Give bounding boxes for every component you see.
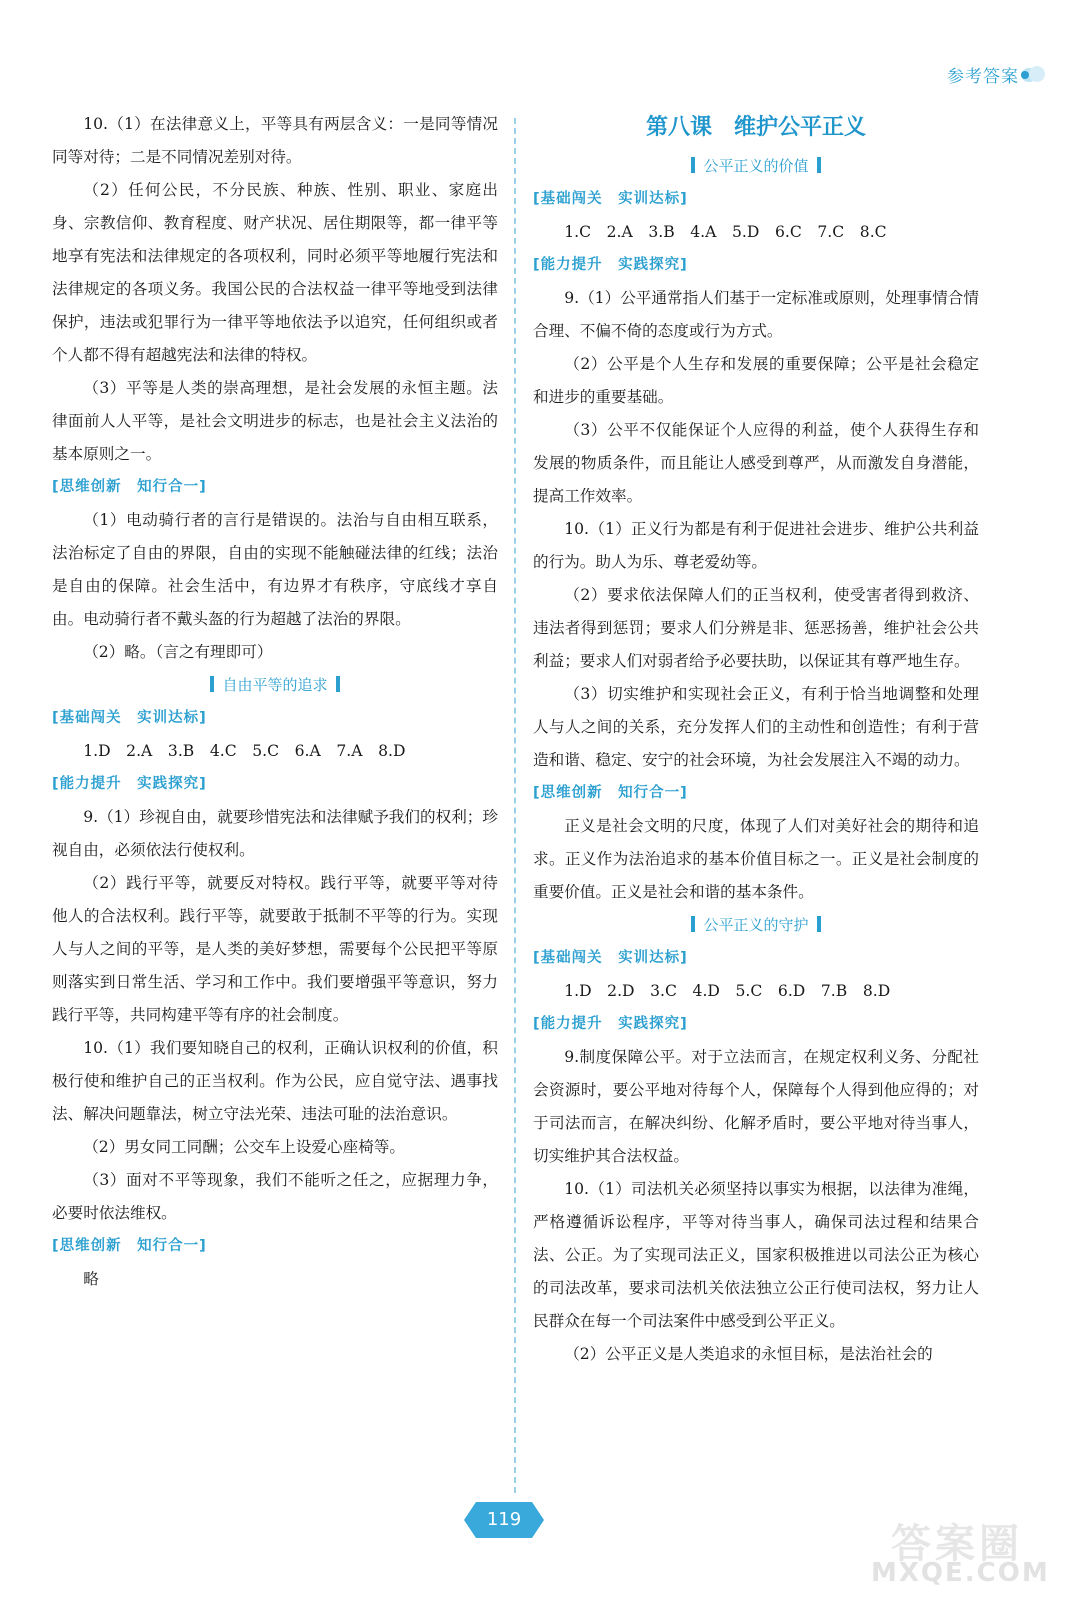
section-heading (533, 150, 979, 183)
answer-paragraph: 10.（1）在法律意义上，平等具有两层含义：一是同等情况同等对待；二是不同情况差别对待。 (52, 115, 498, 166)
answer-paragraph: 9.（1）珍视自由，就要珍惜宪法和法律赋予我们的权利；珍视自由，必须依法行使权利。 (52, 808, 498, 859)
heading-bar (817, 916, 821, 932)
section-heading-text: 公平正义的价值 (703, 157, 809, 175)
section-tag: [能力提升 实践探究] (52, 776, 207, 792)
answer-paragraph: （2）略。（言之有理即可） (83, 643, 273, 661)
heading-bar (691, 157, 695, 173)
answer-paragraph: 10.（1）正义行为都是有利于促进社会进步、维护公共利益的行为。助人为乐、尊老爱幼等。 (533, 520, 979, 571)
section-tag: [基础闯关 实训达标] (533, 191, 688, 207)
section-tag: [基础闯关 实训达标] (52, 710, 207, 726)
section-tag: [思维创新 知行合一] (52, 1238, 207, 1254)
answer-paragraph: （3）平等是人类的崇高理想，是社会发展的永恒主题。法律面前人人平等，是社会文明进步的标志，也是社会主义法治的基本原则之一。 (52, 379, 498, 463)
section-tag: [思维创新 知行合一] (533, 785, 688, 801)
section-tag: [基础闯关 实训达标] (533, 950, 688, 966)
answer-paragraph: 正义是社会文明的尺度，体现了人们对美好社会的期待和追求。正义作为法治追求的基本价值目标之一。正义是社会制度的重要价值。正义是社会和谐的基本条件。 (533, 817, 979, 901)
answer-paragraph: 9.制度保障公平。对于立法而言，在规定权利义务、分配社会资源时，要公平地对待每个人，保障每个人得到他应得的；对于司法而言，在解决纠纷、化解矛盾时，要公平地对待当事人，切实维护其合法权益。 (533, 1048, 979, 1165)
answer-paragraph: （2）男女同工同酬；公交车上设爱心座椅等。 (83, 1138, 405, 1156)
section-tag: [能力提升 实践探究] (533, 257, 688, 273)
lesson-title: 第八课 维护公平正义 (645, 115, 866, 140)
choice-answers: 1.D 2.A 3.B 4.C 5.C 6.A 7.A 8.D (83, 742, 406, 760)
page-number-badge (464, 1502, 544, 1538)
answer-paragraph: 略 (83, 1270, 99, 1288)
heading-bar (336, 676, 340, 692)
watermark-url: MXQE.COM (871, 1558, 1050, 1588)
answer-paragraph: （2）任何公民，不分民族、种族、性别、职业、家庭出身、宗教信仰、教育程度、财产状况、居住期限等，都一律平等地享有宪法和法律规定的各项权利，同时必须平等地履行宪法和法律规定的各项义务。我国公民的合法权益一律平等地受到法律保护，违法或犯罪行为一律平等地依法予以追究，任何组织或者个人都不得有超越宪法和法律的特权。 (52, 181, 498, 364)
answer-paragraph: 10.（1）司法机关必须坚持以事实为根据，以法律为准绳，严格遵循诉讼程序，平等对待当事人，确保司法过程和结果合法、公正。为了实现司法正义，国家积极推进以司法公正为核心的司法改革，要求司法机关依法独立公正行使司法权，努力让人民群众在每一个司法案件中感受到公平正义。 (533, 1180, 979, 1330)
heading-bar (691, 916, 695, 932)
answer-paragraph: （3）公平不仅能保证个人应得的利益，使个人获得生存和发展的物质条件，而且能让人感受到尊严，从而激发自身潜能，提高工作效率。 (533, 421, 979, 505)
answer-paragraph: （1）电动骑行者的言行是错误的。法治与自由相互联系，法治标定了自由的界限，自由的实现不能触碰法律的红线；法治是自由的保障。社会生活中，有边界才有秩序，守底线才享自由。电动骑行者不戴头盔的行为超越了法治的界限。 (52, 511, 498, 628)
choice-answers: 1.D 2.D 3.C 4.D 5.C 6.D 7.B 8.D (564, 982, 891, 1000)
choice-answers: 1.C 2.A 3.B 4.A 5.D 6.C 7.C 8.C (564, 223, 887, 241)
section-heading (52, 669, 498, 702)
section-heading-text: 自由平等的追求 (222, 676, 328, 694)
site-watermark (871, 1512, 1061, 1592)
answer-paragraph: （3）面对不平等现象，我们不能听之任之，应据理力争，必要时依法维权。 (52, 1171, 498, 1222)
answer-paragraph: 10.（1）我们要知晓自己的权利，正确认识权利的价值，积极行使和维护自己的正当权利。作为公民，应自觉守法、遇事找法、解决问题靠法，树立守法光荣、违法可耻的法治意识。 (52, 1039, 498, 1123)
section-tag: [思维创新 知行合一] (52, 479, 207, 495)
page-number: 119 (486, 1509, 522, 1530)
answer-paragraph: （2）践行平等，就要反对特权。践行平等，就要平等对待他人的合法权利。践行平等，就要敢于抵制不平等的行为。实现人与人之间的平等，是人类的美好梦想，需要每个公民把平等原则落实到日常生活、学习和工作中。我们要增强平等意识，努力践行平等，共同构建平等有序的社会制度。 (52, 874, 498, 1024)
section-tag: [能力提升 实践探究] (533, 1016, 688, 1032)
answer-paragraph: （3）切实维护和实现社会正义，有利于恰当地调整和处理人与人之间的关系，充分发挥人们的主动性和创造性；有利于营造和谐、稳定、安宁的社会环境，为社会发展注入不竭的动力。 (533, 685, 979, 769)
heading-bar (210, 676, 214, 692)
right-column (533, 108, 979, 1371)
heading-bar (817, 157, 821, 173)
answer-paragraph: （2）公平是个人生存和发展的重要保障；公平是社会稳定和进步的重要基础。 (533, 355, 979, 406)
section-heading (533, 909, 979, 942)
section-heading-text: 公平正义的守护 (703, 916, 809, 934)
answer-paragraph: （2）要求依法保障人们的正当权利，使受害者得到救济、违法者得到惩罚；要求人们分辨是非、惩恶扬善，维护社会公共利益；要求人们对弱者给予必要扶助，以保证其有尊严地生存。 (533, 586, 979, 670)
header-tag: 参考答案 (947, 67, 1019, 87)
left-column (52, 108, 498, 1296)
answer-paragraph: （2）公平正义是人类追求的永恒目标，是法治社会的 (564, 1345, 933, 1363)
column-divider (514, 118, 516, 1493)
cloud-icon (1019, 64, 1047, 84)
watermark-text: 答案圈 (891, 1521, 1023, 1567)
answer-paragraph: 9.（1）公平通常指人们基于一定标准或原则，处理事情合情合理、不偏不倚的态度或行为方式。 (533, 289, 979, 340)
